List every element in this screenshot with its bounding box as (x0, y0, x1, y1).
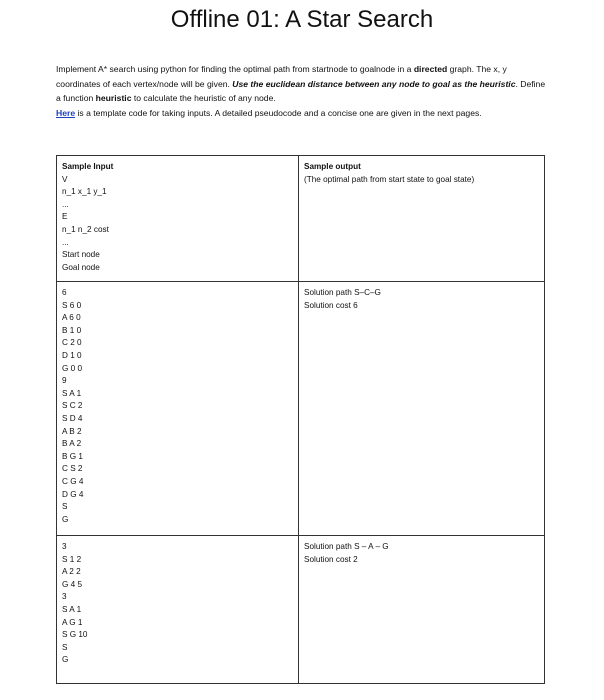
intro-paragraph (56, 62, 548, 120)
text-line: B 1 0 (62, 325, 82, 335)
text-line: A 6 0 (62, 313, 81, 323)
example-1-output-cell (299, 282, 545, 536)
template-code-link[interactable]: Here (56, 107, 76, 118)
text-line: S (62, 642, 68, 652)
text-line: Solution path S–C–G (304, 288, 381, 297)
text-line: n_1 n_2 cost (62, 224, 109, 234)
text-line: D 1 0 (62, 350, 82, 360)
sample-input-title: Sample Input (62, 162, 114, 171)
intro-heuristic-emphasis: Use the euclidean distance between any node to goal as the heuristic (232, 78, 516, 89)
example-1-input-lines (62, 287, 293, 526)
sample-output-title: Sample output (304, 162, 361, 171)
samples-table (56, 155, 545, 684)
text-line: (The optimal path from start state to goal state) (304, 174, 475, 184)
example-1-input-cell (57, 282, 299, 536)
text-line: C G 4 (62, 476, 84, 486)
text-line: B G 1 (62, 451, 83, 461)
text-line: S 6 0 (62, 300, 82, 310)
text-line: 3 (62, 592, 67, 602)
text-line: A G 1 (62, 617, 83, 627)
page-title: Offline 01: A Star Search (170, 6, 434, 33)
intro-text-3: . Define a function (56, 78, 546, 103)
example-2-input-cell (57, 536, 299, 684)
text-line: ... (62, 237, 69, 247)
text-line: C 2 0 (62, 338, 82, 348)
table-row (57, 282, 545, 536)
example-2-output-cell (299, 536, 545, 684)
text-line: 6 (62, 288, 67, 297)
text-line: Solution path S – A – G (304, 542, 389, 551)
example-2-input-lines (62, 541, 293, 667)
intro-bold-directed: directed (413, 64, 448, 74)
sample-input-header-cell (57, 156, 299, 282)
text-line: Goal node (62, 262, 100, 272)
text-line: Solution cost 2 (304, 554, 358, 564)
text-line: G 4 5 (62, 579, 83, 589)
text-line: G 0 0 (62, 363, 83, 373)
text-line: G (62, 514, 69, 524)
sample-output-header-cell (299, 156, 545, 282)
table-header-row (57, 156, 545, 282)
text-line: E (62, 212, 68, 222)
text-line: G (62, 655, 69, 665)
text-line: S 1 2 (62, 554, 82, 564)
text-line: S G 10 (62, 630, 88, 640)
example-1-output-lines (304, 287, 539, 312)
text-line: S A 1 (62, 604, 82, 614)
intro-bold-heuristic: heuristic (95, 93, 132, 103)
format-input-lines (62, 174, 293, 275)
text-line: S (62, 502, 68, 512)
format-output-lines (304, 174, 539, 187)
example-2-output-lines (304, 541, 539, 566)
text-line: S A 1 (62, 388, 82, 398)
intro-text-5: is a template code for taking inputs. A detailed pseudocode and a concise one are given in the next pages. (75, 107, 482, 118)
text-line: ... (62, 199, 69, 209)
intro-text-1: Implement A* search using python for finding the optimal path from startnode to goalnode in a (56, 64, 414, 74)
text-line: C S 2 (62, 464, 83, 474)
intro-text-4: to calculate the heuristic of any node. (131, 93, 276, 103)
text-line: A 2 2 (62, 567, 81, 577)
text-line: V (62, 174, 68, 184)
table-row (57, 536, 545, 684)
intro-text-2: graph. The x, y coordinates of each vertex/node will be given. (56, 64, 507, 89)
text-line: B A 2 (62, 439, 82, 449)
text-line: Start node (62, 250, 100, 260)
text-line: S C 2 (62, 401, 83, 411)
text-line: S D 4 (62, 413, 83, 423)
text-line: D G 4 (62, 489, 84, 499)
text-line: Solution cost 6 (304, 300, 358, 310)
text-line: 9 (62, 376, 67, 386)
text-line: A B 2 (62, 426, 82, 436)
text-line: n_1 x_1 y_1 (62, 187, 107, 197)
text-line: 3 (62, 542, 67, 551)
